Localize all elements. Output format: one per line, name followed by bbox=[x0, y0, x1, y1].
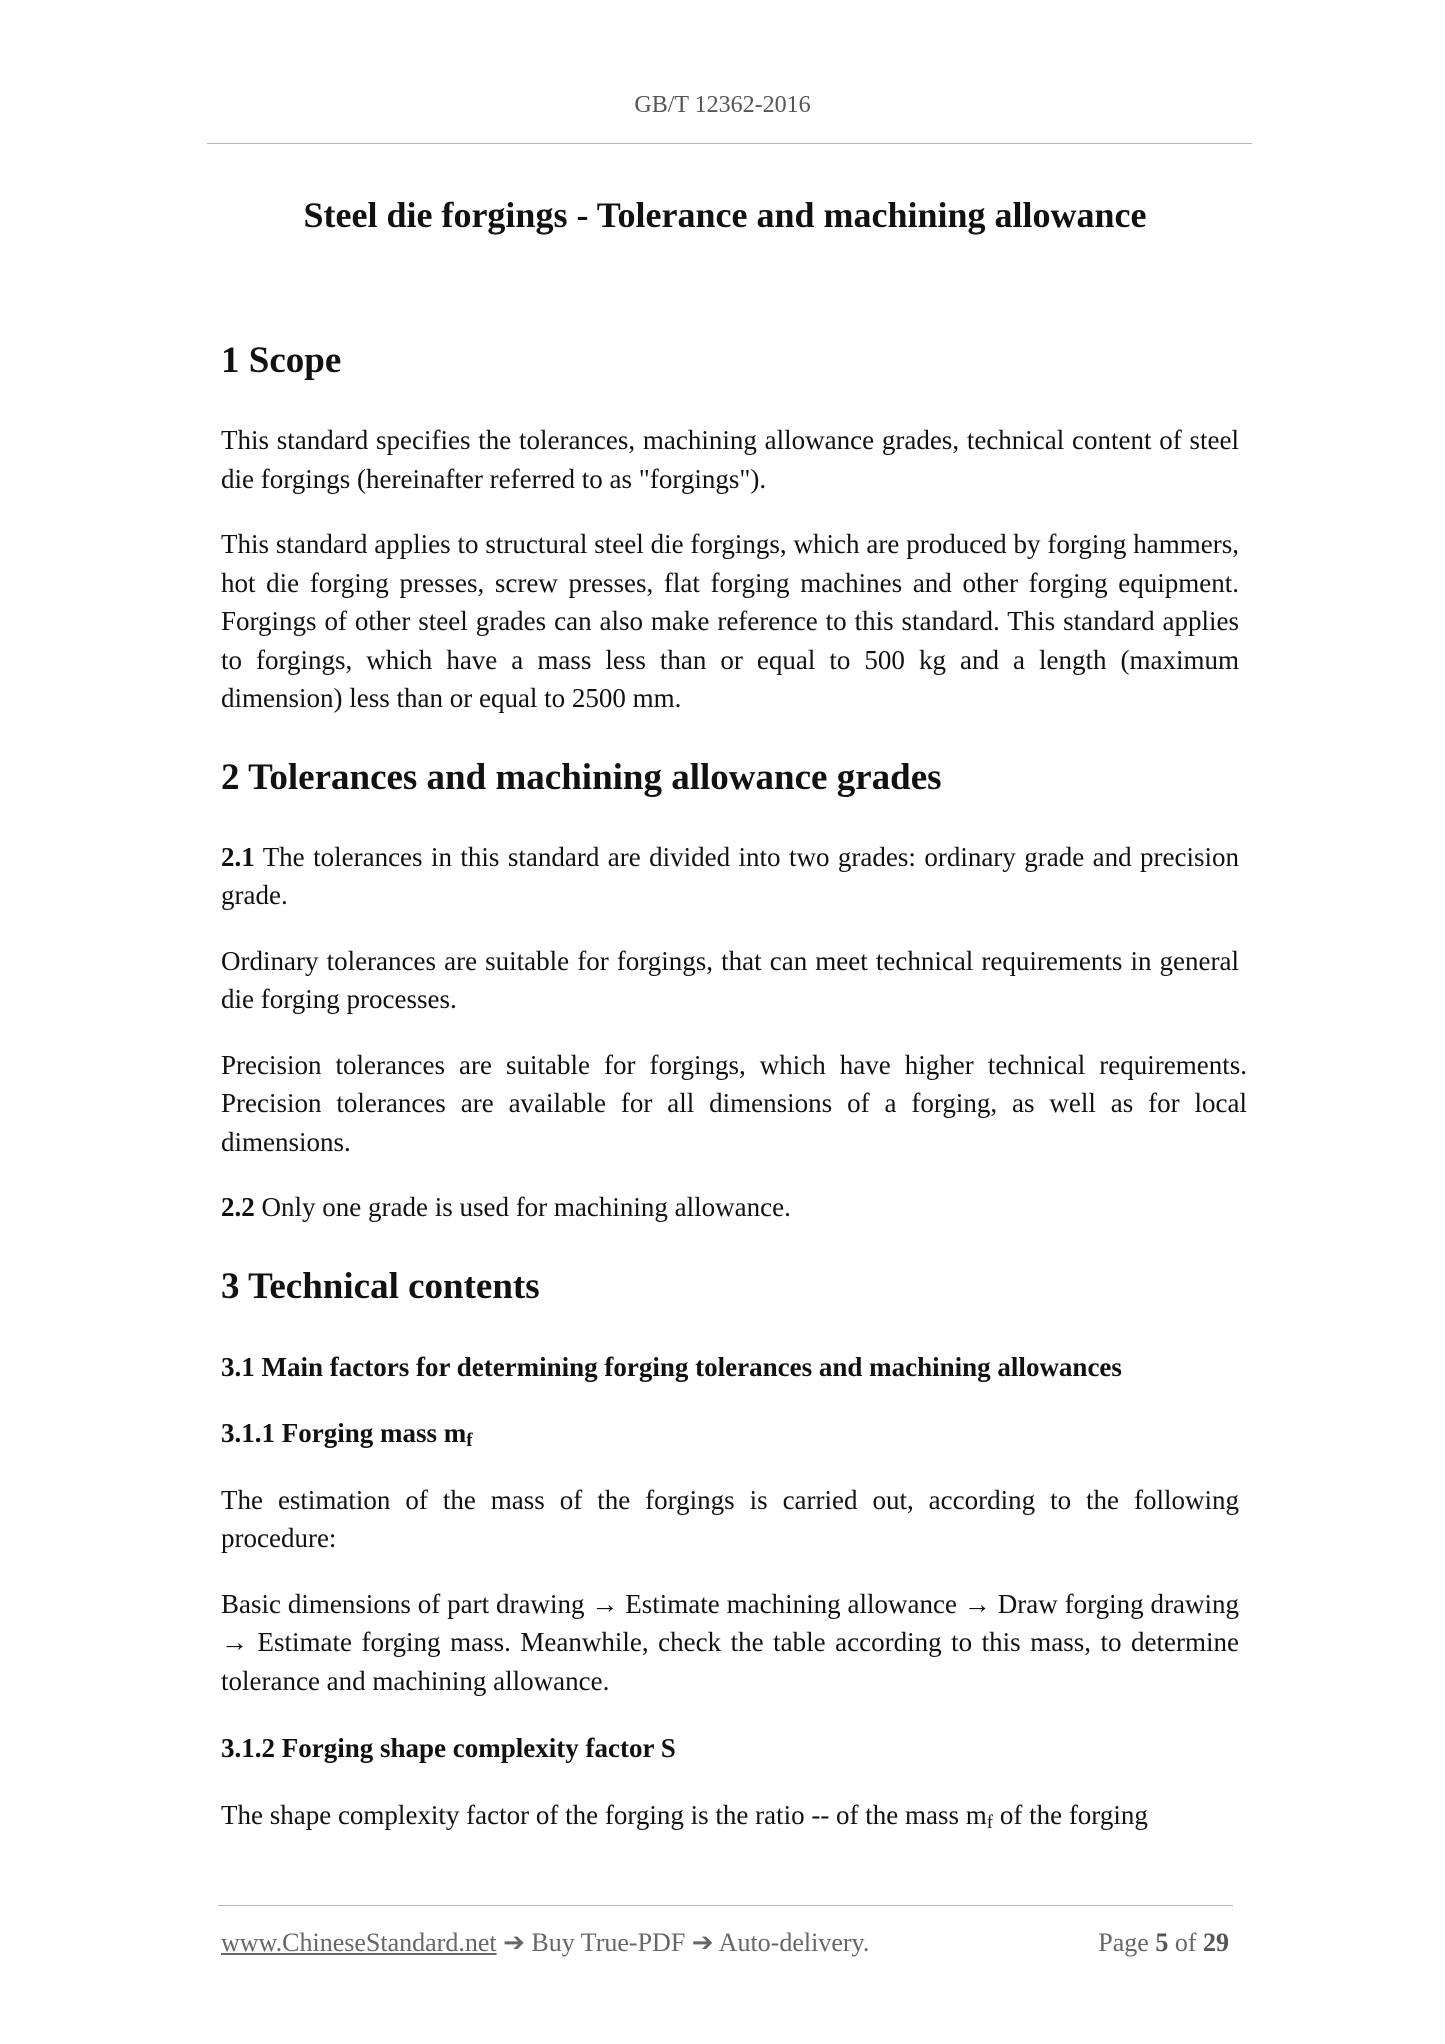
page-content bbox=[221, 190, 1247, 1835]
shape-factor-text-end: of the forging bbox=[993, 1800, 1148, 1830]
document-title: Steel die forgings - Tolerance and machining allowance bbox=[303, 195, 1147, 235]
arrow-right-icon: ➔ bbox=[691, 1928, 714, 1957]
subheading-3-1-2: 3.1.2 Forging shape complexity factor S bbox=[221, 1733, 676, 1763]
paragraph-shape-factor bbox=[221, 1796, 1239, 1835]
arrow-right-icon: ➔ bbox=[503, 1928, 525, 1957]
paragraph-precision: Precision tolerances are suitable for forgings, which have higher technical requirements. Precision tolerances are available for all dimensions of a forging, as well as for local dimensions. bbox=[221, 1049, 1247, 1157]
header-standard-code: GB/T 12362-2016 bbox=[634, 92, 811, 118]
header-divider bbox=[207, 143, 1252, 144]
paragraph-ordinary: Ordinary tolerances are suitable for forgings, that can meet technical requirements in general die forging processes. bbox=[221, 945, 1239, 1014]
shape-factor-subscript: f bbox=[986, 1811, 994, 1833]
clause-number-2-2: 2.2 bbox=[221, 1192, 255, 1222]
subheading-3-1-1 bbox=[221, 1415, 1239, 1451]
clause-number-2-1: 2.1 bbox=[221, 841, 255, 872]
page-indicator bbox=[1098, 1928, 1229, 1958]
paragraph-2-1 bbox=[221, 838, 1239, 915]
paragraph-2-2 bbox=[221, 1188, 1239, 1227]
heading-grades: 2 Tolerances and machining allowance grades bbox=[221, 756, 942, 798]
paragraph-scope-2: This standard applies to structural steel die forgings, which are produced by forging hammers, hot die forging presses, screw presses, flat forging machines and other forging equipment. Forgings of other steel grades can also make reference to this standard. This standard applies to forgings, which have a mass less than or equal to 500 kg and a length (maximum dimension) less than or equal to 2500 mm. bbox=[221, 529, 1239, 713]
subheading-3-1-1-text: 3.1.1 Forging mass m bbox=[221, 1417, 467, 1448]
page-label: Page bbox=[1098, 1928, 1149, 1957]
paragraph-scope-1: This standard specifies the tolerances, machining allowance grades, technical content of steel die forgings (hereinafter referred to as "forgings"). bbox=[221, 425, 1239, 494]
page-current: 5 bbox=[1155, 1928, 1169, 1957]
paragraph-procedure: Basic dimensions of part drawing → Estimate machining allowance → Draw forging drawing → Estimate forging mass. Meanwhile, check the table according to this mass, to determine tolerance and machining allowance. bbox=[221, 1588, 1239, 1696]
shape-factor-text-start: The shape complexity factor of the forging is the ratio -- of the mass m bbox=[221, 1800, 987, 1830]
subheading-3-1: 3.1 Main factors for determining forging tolerances and machining allowances bbox=[221, 1351, 1122, 1382]
page-total: 29 bbox=[1203, 1928, 1229, 1957]
clause-text-2-1: The tolerances in this standard are divided into two grades: ordinary grade and precision grade. bbox=[221, 841, 1239, 910]
heading-scope: 1 Scope bbox=[221, 340, 342, 381]
footer-divider bbox=[218, 1905, 1233, 1906]
buy-true-pdf-text: Buy True-PDF bbox=[531, 1928, 686, 1957]
footer-left bbox=[221, 1928, 869, 1958]
footer bbox=[221, 1928, 1229, 1958]
paragraph-estimation: The estimation of the mass of the forgings is carried out, according to the following procedure: bbox=[221, 1484, 1239, 1553]
page-of: of bbox=[1174, 1928, 1197, 1957]
clause-text-2-2: Only one grade is used for machining allowance. bbox=[254, 1192, 791, 1222]
mass-subscript: f bbox=[466, 1429, 473, 1451]
auto-delivery-text: Auto-delivery. bbox=[718, 1928, 870, 1957]
site-link[interactable]: www.ChineseStandard.net bbox=[221, 1928, 497, 1957]
heading-technical: 3 Technical contents bbox=[221, 1265, 540, 1307]
